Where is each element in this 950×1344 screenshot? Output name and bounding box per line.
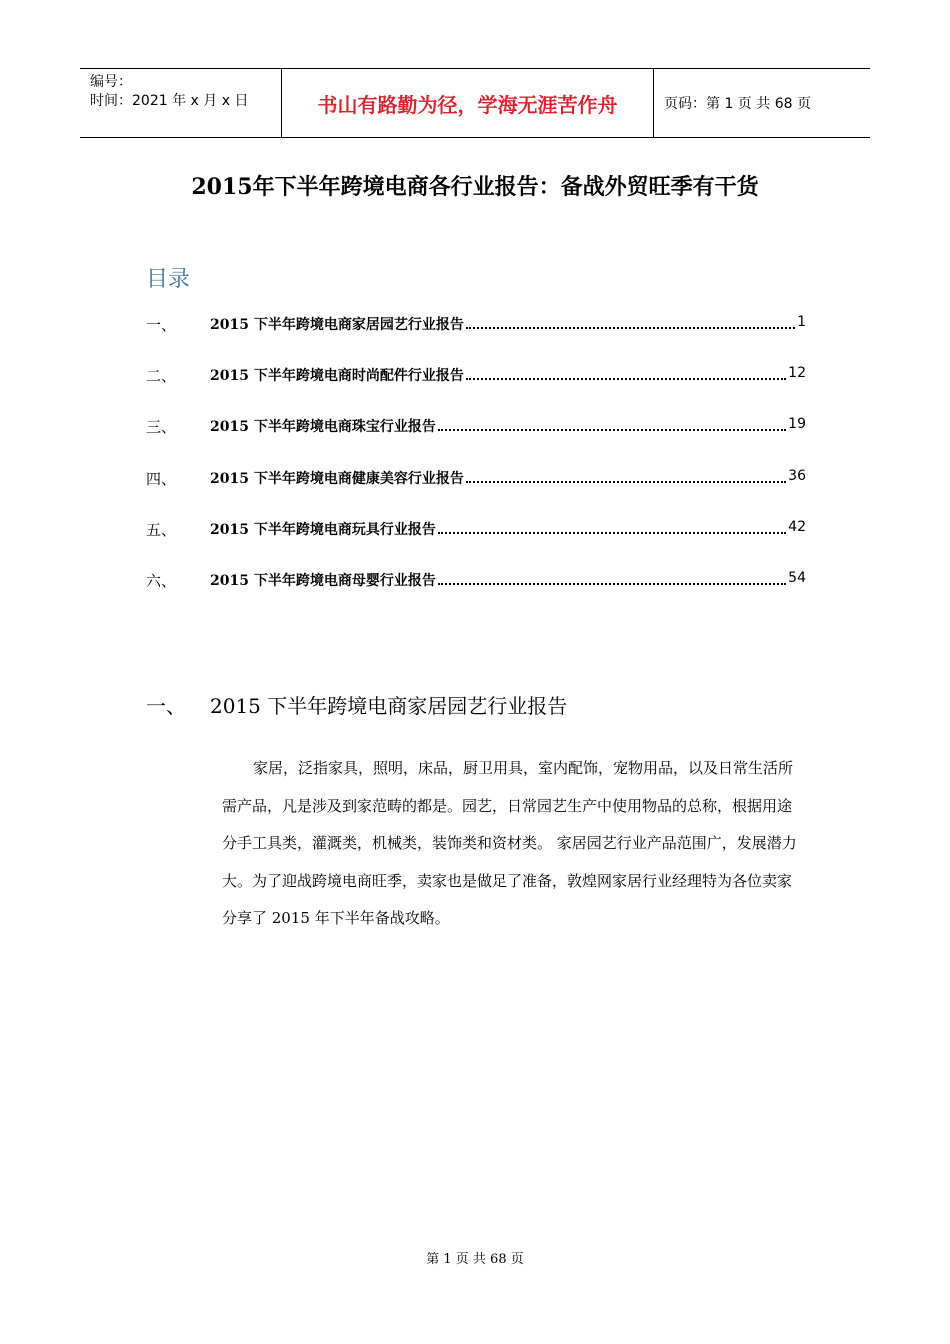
- toc-item-title: 2015 下半年跨境电商母婴行业报告: [210, 572, 436, 589]
- section-paragraph: 家居，泛指家具，照明，床品，厨卫用具，室内配饰，宠物用品，以及日常生活所需产品，凡是涉及到家范畴的都是。园艺，日常园艺生产中使用物品的总称，根据用途分手工具类，灌溉类，机械类，装饰类和资材类。 家居园艺行业产品范围广，发展潜力大。为了迎战跨境电商旺季，卖家也是做足了准备，敦煌网家居行业经理特为各位卖家分享了 2015 年下半年备战攻略。: [222, 759, 797, 927]
- section-number: 一、: [146, 694, 186, 718]
- section-title: 2015 下半年跨境电商家居园艺行业报告: [210, 694, 568, 718]
- toc-leader-dots: [466, 468, 786, 483]
- toc-item-title: 2015 下半年跨境电商玩具行业报告: [210, 521, 436, 538]
- number-label: 编号：: [90, 74, 132, 90]
- toc-item-title: 2015 下半年跨境电商家居园艺行业报告: [210, 317, 464, 333]
- toc-item[interactable]: [146, 365, 806, 416]
- toc-leader-dots: [466, 314, 795, 329]
- toc-item-number: 五、: [146, 520, 177, 539]
- toc-item-page: 19: [788, 416, 806, 433]
- toc-item-number: 四、: [146, 469, 177, 488]
- toc-item-number: 三、: [146, 418, 177, 437]
- toc-item-page: 42: [788, 518, 806, 535]
- document-title: 2015年下半年跨境电商各行业报告：备战外贸旺季有干货: [191, 174, 759, 200]
- toc-item-number: 二、: [146, 367, 177, 386]
- toc-item-number: 一、: [146, 316, 177, 334]
- toc-item-title: 2015 下半年跨境电商健康美容行业报告: [210, 470, 464, 487]
- toc-item-page: 36: [788, 467, 806, 484]
- toc-item-page: 12: [788, 365, 806, 382]
- toc-item[interactable]: [146, 314, 806, 365]
- page-footer: 第 1 页 共 68 页: [426, 1252, 524, 1267]
- toc-item[interactable]: [146, 570, 806, 621]
- header-meta: [80, 69, 282, 137]
- section-heading: [146, 690, 567, 719]
- table-of-contents: [146, 314, 806, 621]
- toc-leader-dots: [438, 570, 786, 585]
- header-page-info: 页码：第 1 页 共 68 页: [664, 96, 811, 112]
- toc-leader-dots: [466, 365, 786, 380]
- toc-item[interactable]: [146, 519, 806, 570]
- toc-leader-dots: [438, 519, 786, 534]
- date-label: 时间：2021 年 x 月 x 日: [90, 93, 249, 109]
- toc-item-title: 2015 下半年跨境电商时尚配件行业报告: [210, 368, 464, 385]
- header-table: [80, 68, 870, 138]
- toc-item[interactable]: [146, 468, 806, 519]
- toc-item[interactable]: [146, 416, 806, 467]
- toc-item-page: 1: [797, 314, 806, 330]
- toc-heading: 目录: [146, 267, 191, 292]
- toc-item-number: 六、: [146, 571, 177, 590]
- toc-item-page: 54: [788, 569, 806, 586]
- toc-item-title: 2015 下半年跨境电商珠宝行业报告: [210, 419, 436, 436]
- toc-leader-dots: [438, 416, 786, 431]
- header-motto: 书山有路勤为径，学海无涯苦作舟: [282, 69, 654, 137]
